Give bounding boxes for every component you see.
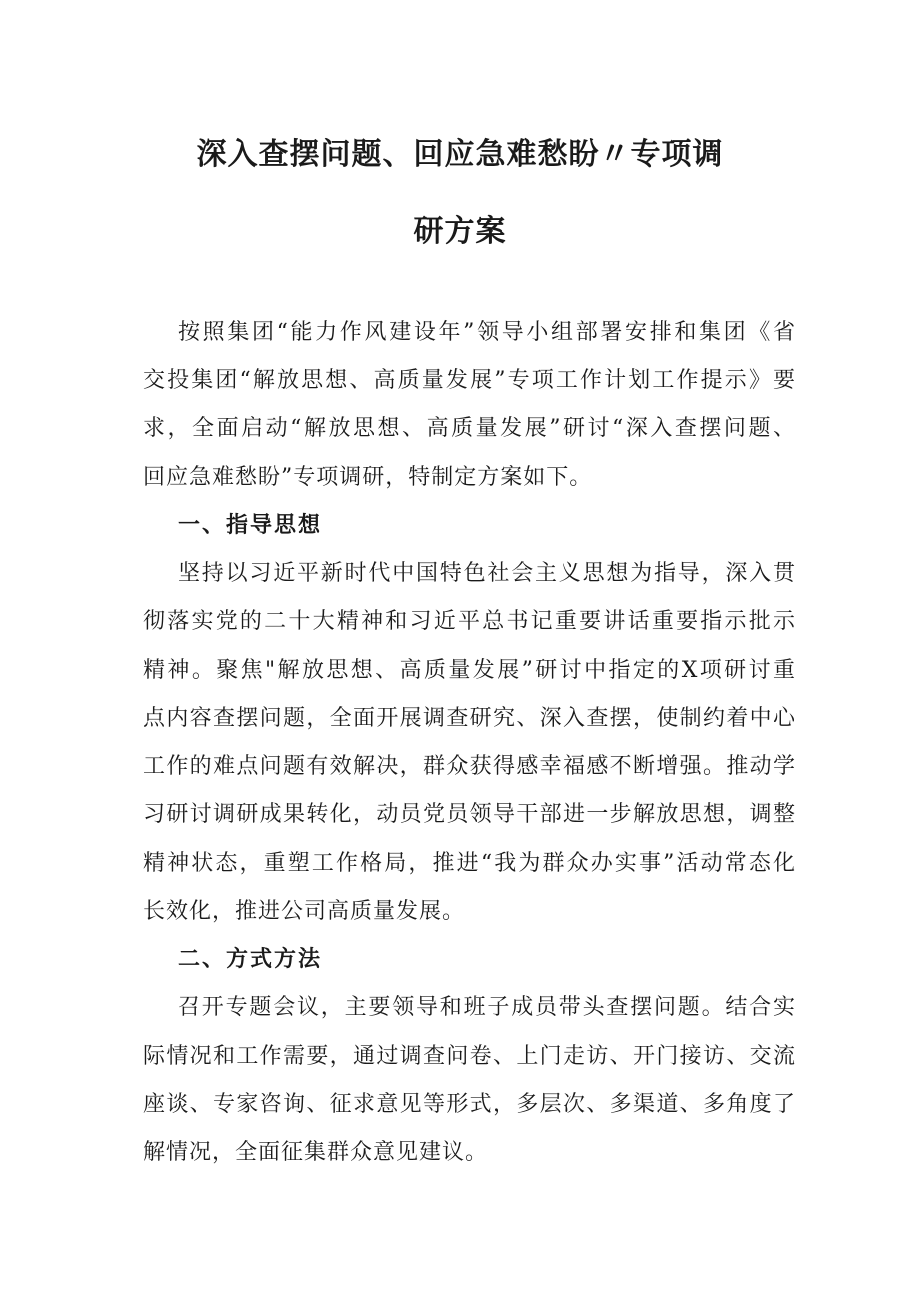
document-body — [143, 309, 795, 1177]
document-title-line-2: 研方案 — [413, 214, 507, 249]
text-line: 座谈、专家咨询、征求意见等形式，多层次、多渠道、多角度了 — [143, 1091, 795, 1117]
text-line: 工作的难点问题有效解决，群众获得感幸福感不断增强。推动学 — [143, 754, 795, 780]
document-title-line-1: 深入查摆问题、回应急难愁盼〃专项调 — [196, 137, 724, 172]
text-line: 习研讨调研成果转化，动员党员领导干部进一步解放思想，调整 — [143, 802, 795, 828]
text-line: 解情况，全面征集群众意见建议。 — [143, 1139, 489, 1165]
text-line: 精神状态，重塑工作格局，推进“我为群众办实事”活动常态化 — [143, 850, 795, 876]
text-line: 际情况和工作需要，通过调查问卷、上门走访、开门接访、交流 — [143, 1043, 795, 1069]
section-methods — [143, 936, 795, 1177]
text-line: 精神。聚焦"解放思想、高质量发展”研讨中指定的X项研讨重 — [143, 657, 795, 683]
text-line: 交投集团“解放思想、高质量发展”专项工作计划工作提示》要 — [143, 368, 795, 394]
text-line: 坚持以习近平新时代中国特色社会主义思想为指导，深入贯 — [178, 561, 795, 587]
text-line: 求，全面启动“解放思想、高质量发展”研讨“深入查摆问题、 — [143, 416, 795, 442]
text-line: 点内容查摆问题，全面开展调查研究、深入查摆，使制约着中心 — [143, 705, 795, 731]
text-line: 长效化，推进公司高质量发展。 — [143, 898, 466, 924]
text-line: 召开专题会议，主要领导和班子成员带头查摆问题。结合实 — [178, 995, 795, 1021]
section-guiding-ideology — [143, 502, 795, 936]
text-line: 回应急难愁盼”专项调研，特制定方案如下。 — [143, 464, 593, 490]
intro-paragraph — [143, 309, 795, 502]
text-line: 按照集团“能力作风建设年”领导小组部署安排和集团《省 — [178, 320, 795, 345]
section-heading: 一、指导思想 — [178, 512, 323, 538]
section-heading: 二、方式方法 — [178, 947, 323, 973]
text-line: 彻落实党的二十大精神和习近平总书记重要讲话重要指示批示 — [143, 609, 795, 635]
